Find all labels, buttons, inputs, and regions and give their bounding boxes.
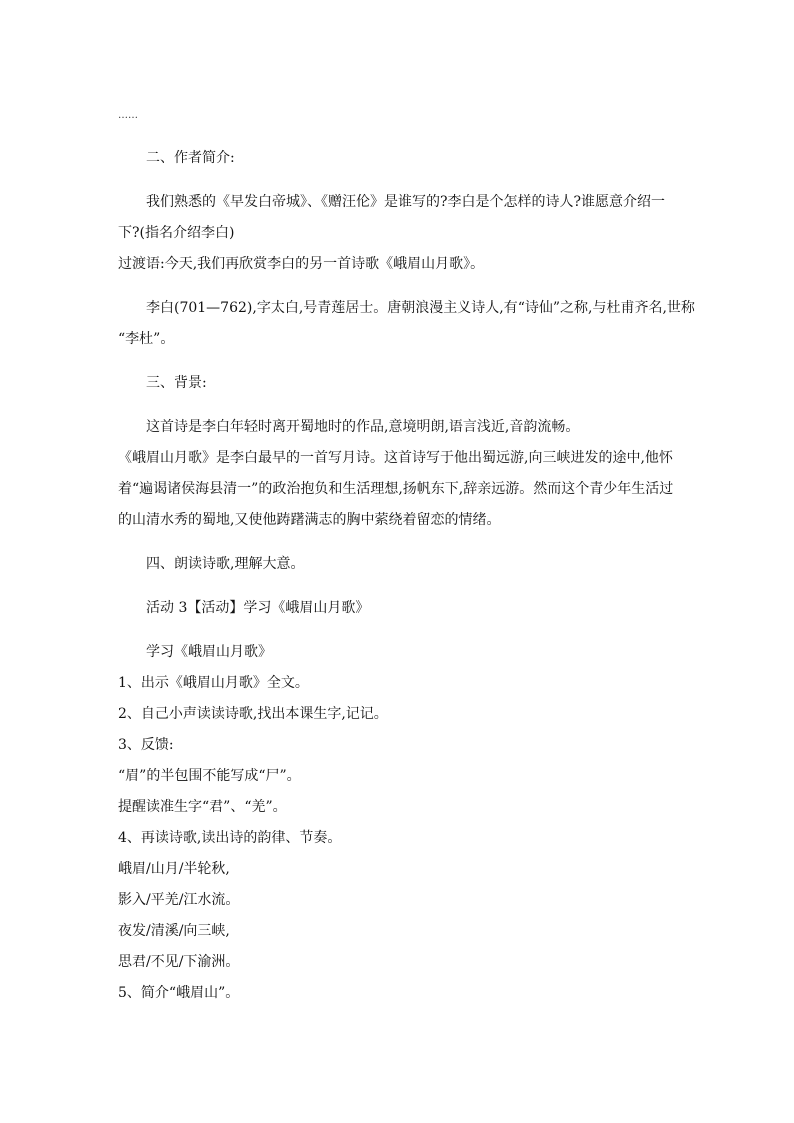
feedback-line2: 提醒读准生字“君”、“羌”。 [118,799,287,815]
feedback-line1: “眉”的半包围不能写成“尸”。 [118,768,301,784]
list-item-step1: 1、出示《峨眉山月歌》全文。 [118,675,309,691]
activity-heading: 活动 3【活动】学习《峨眉山月歌》 [146,600,370,616]
ellipsis-text: …… [118,110,138,121]
poem-line3: 夜发/清溪/向三峡, [118,923,230,939]
section-heading-author: 二、作者简介: [146,150,235,166]
poem-line2: 影入/平羌/江水流。 [118,892,240,908]
study-heading: 学习《峨眉山月歌》 [146,644,272,660]
poem-line4: 思君/不见/下渝洲。 [118,954,240,970]
paragraph-background-line3: 着“遍谒诸侯海县清一”的政治抱负和生活理想,扬帆东下,辞亲远游。然而这个青少年生活过 [118,481,674,497]
poem-line1: 峨眉/山月/半轮秋, [118,861,230,877]
paragraph-intro-line1: 我们熟悉的《早发白帝城》、《赠汪伦》是谁写的?李白是个怎样的诗人?谁愿意介绍一 [146,194,666,210]
paragraph-libai-line1: 李白(701—762),字太白,号青莲居士。唐朝浪漫主义诗人,有“诗仙”之称,与杜甫齐名,世称 [146,300,695,316]
paragraph-intro-line2: 下?(指名介绍李白) [118,225,235,241]
section-heading-reading: 四、朗读诗歌,理解大意。 [146,556,305,572]
list-item-step3: 3、反馈: [118,737,174,753]
list-item-step2: 2、自己小声读读诗歌,找出本课生字,记记。 [118,706,388,722]
paragraph-background-line1: 这首诗是李白年轻时离开蜀地时的作品,意境明朗,语言浅近,音韵流畅。 [146,419,580,435]
section-heading-background: 三、背景: [146,375,207,391]
list-item-step5: 5、简介“峨眉山”。 [118,985,240,1001]
paragraph-background-line2: 《峨眉山月歌》是李白最早的一首写月诗。这首诗写于他出蜀远游,向三峡进发的途中,他怀 [118,450,673,466]
list-item-step4: 4、再读诗歌,读出诗的韵律、节奏。 [118,830,342,846]
paragraph-libai-line2: “李杜”。 [118,331,175,347]
paragraph-transition: 过渡语:今天,我们再欣赏李白的另一首诗歌《峨眉山月歌》。 [118,256,485,272]
paragraph-background-line4: 的山清水秀的蜀地,又使他踌躇满志的胸中萦绕着留恋的情绪。 [118,512,501,528]
